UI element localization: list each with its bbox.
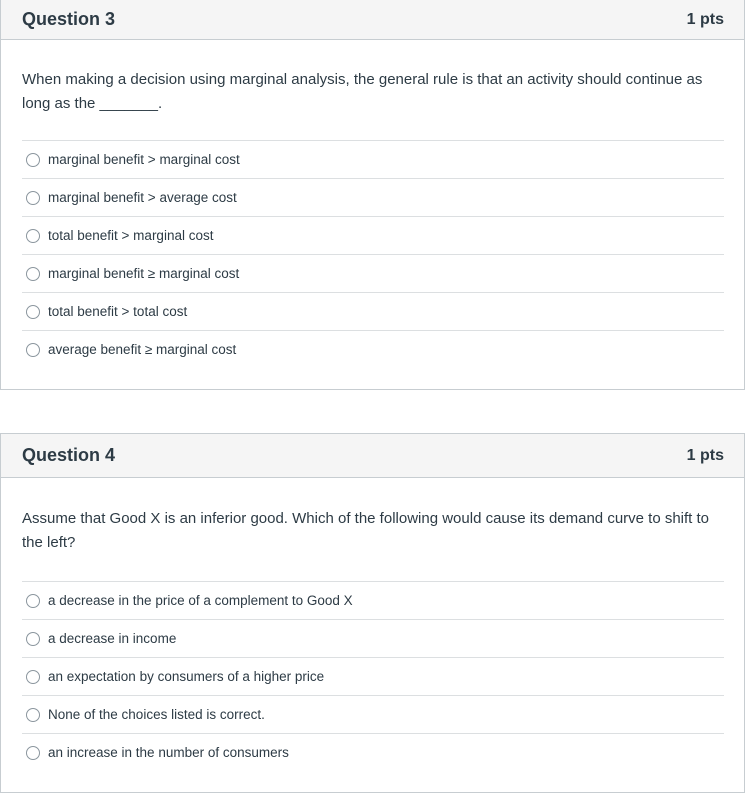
answer-label: marginal benefit > marginal cost [48, 152, 240, 167]
radio-button[interactable] [26, 746, 40, 760]
question-header [1, 434, 744, 478]
answer-label: a decrease in income [48, 631, 177, 646]
question-body [1, 478, 744, 771]
answer-label: marginal benefit > average cost [48, 190, 237, 205]
question-header [1, 0, 744, 40]
answer-option[interactable] [22, 696, 724, 734]
radio-button[interactable] [26, 708, 40, 722]
radio-button[interactable] [26, 305, 40, 319]
question-text: Assume that Good X is an inferior good. Which of the following would cause its demand curve to shift to the left? [22, 510, 710, 551]
answer-option[interactable] [22, 658, 724, 696]
answer-option[interactable] [22, 620, 724, 658]
answer-option[interactable] [22, 255, 724, 293]
question-title: Question 3 [22, 9, 116, 29]
radio-button[interactable] [26, 229, 40, 243]
answer-list [22, 581, 724, 771]
radio-button[interactable] [26, 191, 40, 205]
radio-button[interactable] [26, 267, 40, 281]
answer-label: average benefit ≥ marginal cost [48, 342, 237, 357]
answer-label: an expectation by consumers of a higher price [48, 669, 325, 684]
question-body [1, 40, 744, 368]
radio-button[interactable] [26, 343, 40, 357]
question-points: 1 pts [686, 10, 724, 28]
radio-button[interactable] [26, 632, 40, 646]
question-points: 1 pts [686, 446, 724, 464]
question-text: When making a decision using marginal analysis, the general rule is that an activity should continue as long as the _______. [22, 71, 703, 112]
radio-button[interactable] [26, 594, 40, 608]
radio-button[interactable] [26, 153, 40, 167]
answer-option[interactable] [22, 217, 724, 255]
answer-option[interactable] [22, 179, 724, 217]
answer-option[interactable] [22, 141, 724, 179]
answer-label: total benefit > marginal cost [48, 228, 214, 243]
answer-label: None of the choices listed is correct. [48, 707, 265, 722]
answer-option[interactable] [22, 582, 724, 620]
question-title: Question 4 [22, 445, 116, 465]
question-4 [0, 433, 745, 793]
answer-option[interactable] [22, 734, 724, 771]
answer-label: total benefit > total cost [48, 304, 188, 319]
answer-option[interactable] [22, 331, 724, 368]
radio-button[interactable] [26, 670, 40, 684]
answer-label: a decrease in the price of a complement to Good X [48, 593, 353, 608]
question-3 [0, 0, 745, 390]
answer-option[interactable] [22, 293, 724, 331]
answer-list [22, 140, 724, 368]
answer-label: marginal benefit ≥ marginal cost [48, 266, 240, 281]
answer-label: an increase in the number of consumers [48, 745, 289, 760]
